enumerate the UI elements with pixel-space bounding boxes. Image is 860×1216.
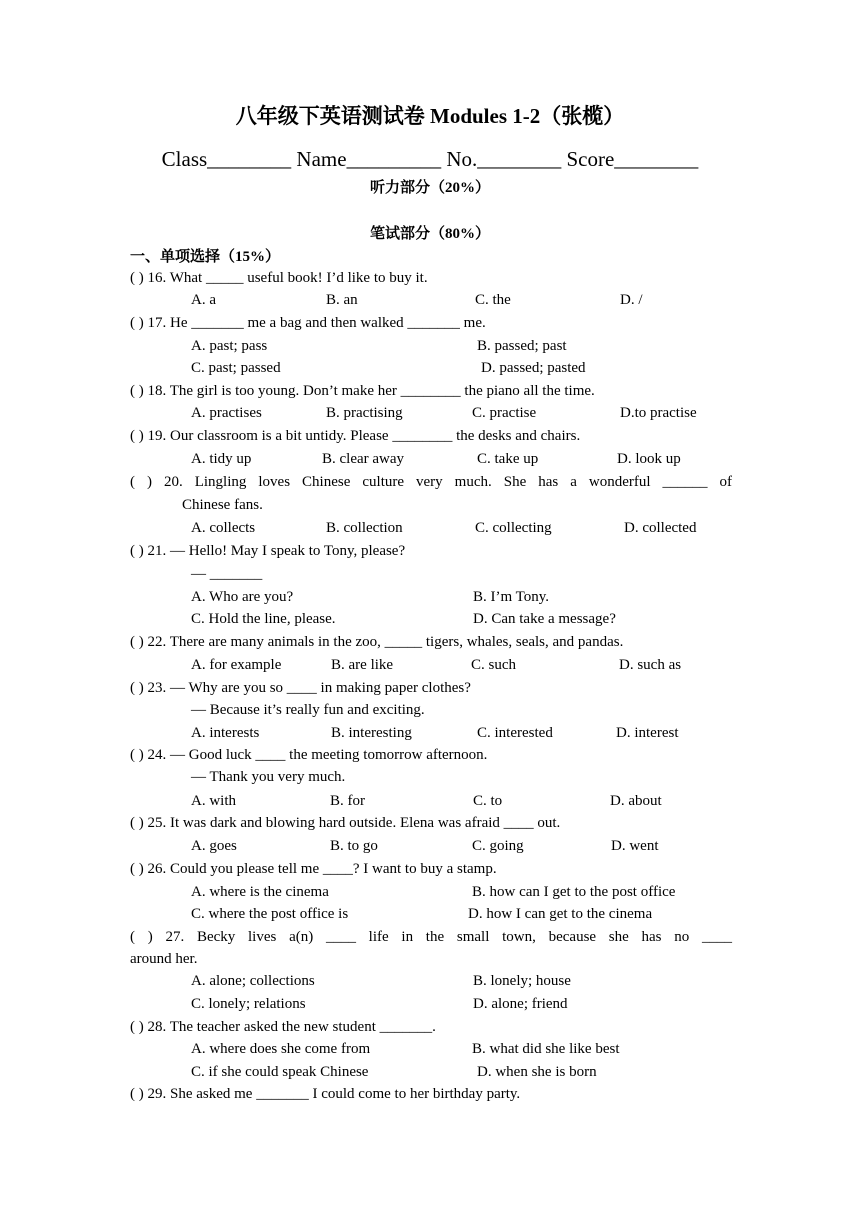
option-b: B. are like bbox=[331, 657, 394, 673]
question-stem-continuation: Chinese fans. bbox=[182, 497, 263, 513]
option-d: D. interest bbox=[616, 725, 679, 741]
option-d: D. alone; friend bbox=[473, 996, 568, 1012]
question-stem: ( ) 16. What _____ useful book! I’d like to buy it. bbox=[130, 270, 428, 286]
option-d: D. how I can get to the cinema bbox=[468, 906, 653, 922]
option-d: D.to practise bbox=[620, 405, 697, 421]
question-stem: ( ) 22. There are many animals in the zoo, _____ tigers, whales, seals, and pandas. bbox=[130, 634, 624, 650]
option-b: B. what did she like best bbox=[472, 1041, 620, 1057]
listening-part-heading: 听力部分（20%） bbox=[369, 180, 490, 196]
option-a: A. for example bbox=[191, 657, 282, 673]
question-stem: ( ) 26. Could you please tell me ____? I want to buy a stamp. bbox=[130, 861, 497, 877]
option-d: D. went bbox=[611, 838, 659, 854]
option-d: D. about bbox=[610, 793, 662, 809]
option-d: D. collected bbox=[624, 520, 697, 536]
option-d: D. look up bbox=[617, 451, 681, 467]
option-a: A. with bbox=[191, 793, 236, 809]
option-d: D. / bbox=[620, 292, 643, 308]
question-stem-continuation: — Because it’s really fun and exciting. bbox=[191, 702, 425, 718]
question-stem: ( ) 21. — Hello! May I speak to Tony, please? bbox=[130, 543, 406, 559]
question-stem: ( ) 27. Becky lives a(n) ____ life in the small town, because she has no ____ bbox=[130, 929, 732, 945]
option-b: B. interesting bbox=[331, 725, 412, 741]
question-stem-continuation: — _______ bbox=[191, 566, 263, 582]
option-b: B. I’m Tony. bbox=[473, 589, 550, 605]
question-stem: ( ) 17. He _______ me a bag and then walked _______ me. bbox=[130, 315, 486, 331]
question-stem-continuation: — Thank you very much. bbox=[191, 769, 346, 785]
option-c: C. practise bbox=[472, 405, 537, 421]
option-a: A. a bbox=[191, 292, 216, 308]
option-b: B. to go bbox=[330, 838, 378, 854]
question-stem: ( ) 18. The girl is too young. Don’t make her ________ the piano all the time. bbox=[130, 383, 595, 399]
question-stem: ( ) 28. The teacher asked the new student _______. bbox=[130, 1019, 436, 1035]
option-a: A. goes bbox=[191, 838, 237, 854]
option-c: C. take up bbox=[477, 451, 539, 467]
option-b: B. lonely; house bbox=[473, 973, 571, 989]
option-b: B. an bbox=[326, 292, 358, 308]
option-a: A. where does she come from bbox=[191, 1041, 371, 1057]
question-stem: ( ) 24. — Good luck ____ the meeting tomorrow afternoon. bbox=[130, 747, 488, 763]
option-a: A. interests bbox=[191, 725, 260, 741]
writing-part-heading: 笔试部分（80%） bbox=[369, 226, 490, 242]
question-stem: ( ) 29. She asked me _______ I could come to her birthday party. bbox=[130, 1086, 521, 1102]
option-a: A. Who are you? bbox=[191, 589, 294, 605]
option-b: B. collection bbox=[326, 520, 403, 536]
option-c: C. going bbox=[472, 838, 524, 854]
option-a: A. alone; collections bbox=[191, 973, 315, 989]
question-stem: ( ) 20. Lingling loves Chinese culture very much. She has a wonderful ______ of bbox=[130, 474, 732, 490]
option-c: C. to bbox=[473, 793, 503, 809]
question-stem: ( ) 25. It was dark and blowing hard outside. Elena was afraid ____ out. bbox=[130, 815, 561, 831]
option-a: A. past; pass bbox=[191, 338, 268, 354]
option-d: D. passed; pasted bbox=[481, 360, 586, 376]
option-c: C. interested bbox=[477, 725, 553, 741]
option-a: A. practises bbox=[191, 405, 262, 421]
question-stem-continuation: around her. bbox=[130, 951, 198, 967]
question-stem: ( ) 23. — Why are you so ____ in making paper clothes? bbox=[130, 680, 471, 696]
option-b: B. clear away bbox=[322, 451, 405, 467]
student-info-line: Class________ Name_________ No.________ Score________ bbox=[161, 147, 699, 171]
option-d: D. when she is born bbox=[477, 1064, 597, 1080]
option-a: A. where is the cinema bbox=[191, 884, 329, 900]
option-b: B. practising bbox=[326, 405, 403, 421]
option-c: C. such bbox=[471, 657, 516, 673]
option-c: C. Hold the line, please. bbox=[191, 611, 336, 627]
option-c: C. past; passed bbox=[191, 360, 281, 376]
option-c: C. lonely; relations bbox=[191, 996, 306, 1012]
option-b: B. for bbox=[330, 793, 365, 809]
question-stem: ( ) 19. Our classroom is a bit untidy. Please ________ the desks and chairs. bbox=[130, 428, 581, 444]
page-title: 八年级下英语测试卷 Modules 1-2（张榄） bbox=[235, 104, 625, 128]
option-a: A. tidy up bbox=[191, 451, 252, 467]
option-c: C. collecting bbox=[475, 520, 552, 536]
option-d: D. Can take a message? bbox=[473, 611, 616, 627]
option-a: A. collects bbox=[191, 520, 256, 536]
option-c: C. if she could speak Chinese bbox=[191, 1064, 369, 1080]
option-b: B. how can I get to the post office bbox=[472, 884, 676, 900]
section-heading: 一、单项选择（15%） bbox=[130, 249, 281, 265]
option-d: D. such as bbox=[619, 657, 682, 673]
option-c: C. where the post office is bbox=[191, 906, 349, 922]
option-c: C. the bbox=[475, 292, 511, 308]
option-b: B. passed; past bbox=[477, 338, 567, 354]
